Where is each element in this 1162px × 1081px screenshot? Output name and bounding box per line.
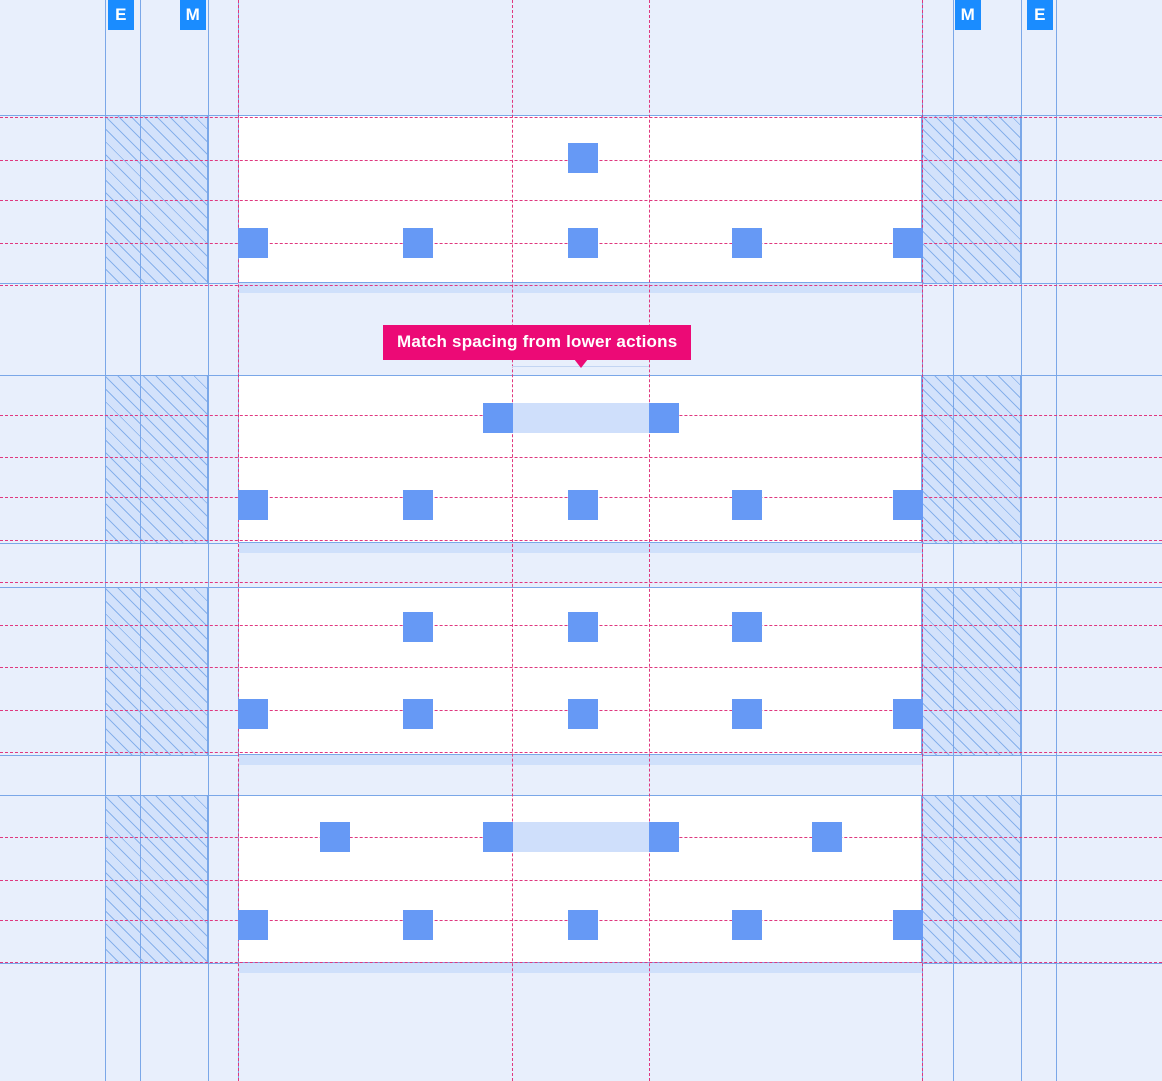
horizontal-dash-guide [0, 285, 1162, 286]
margin-hatch-left [105, 115, 208, 283]
element-box[interactable] [320, 822, 350, 852]
horizontal-dash-guide [0, 457, 1162, 458]
highlight-bar[interactable] [513, 822, 649, 852]
element-box[interactable] [732, 612, 762, 642]
element-box[interactable] [568, 490, 598, 520]
element-box[interactable] [893, 490, 923, 520]
element-box[interactable] [403, 490, 433, 520]
margin-hatch-right [922, 115, 1021, 283]
element-box[interactable] [568, 228, 598, 258]
panel-shadow [238, 543, 922, 553]
horizontal-dash-guide [0, 752, 1162, 753]
margin-hatch-left [105, 795, 208, 963]
horizontal-dash-guide [0, 880, 1162, 881]
element-box[interactable] [568, 910, 598, 940]
badge-edge-left: E [108, 0, 134, 30]
element-box[interactable] [238, 490, 268, 520]
element-box[interactable] [403, 228, 433, 258]
element-box[interactable] [893, 699, 923, 729]
margin-hatch-left [105, 587, 208, 755]
element-box[interactable] [732, 490, 762, 520]
horizontal-dash-guide [0, 200, 1162, 201]
badge-margin-right: M [955, 0, 981, 30]
badge-margin-left: M [180, 0, 206, 30]
element-box[interactable] [238, 910, 268, 940]
margin-hatch-left [105, 375, 208, 543]
element-box[interactable] [483, 403, 513, 433]
element-box[interactable] [238, 228, 268, 258]
annotation-pointer-icon [574, 359, 588, 368]
margin-hatch-right [922, 587, 1021, 755]
element-box[interactable] [893, 228, 923, 258]
horizontal-dash-guide [0, 540, 1162, 541]
element-box[interactable] [403, 699, 433, 729]
highlight-bar[interactable] [513, 403, 649, 433]
panel-shadow [238, 963, 922, 973]
badge-edge-right: E [1027, 0, 1053, 30]
horizontal-dash-guide [0, 117, 1162, 118]
horizontal-dash-guide [0, 667, 1162, 668]
element-box[interactable] [649, 403, 679, 433]
element-box[interactable] [483, 822, 513, 852]
element-box[interactable] [238, 699, 268, 729]
margin-hatch-right [922, 375, 1021, 543]
element-box[interactable] [403, 612, 433, 642]
annotation-label: Match spacing from lower actions [383, 325, 691, 360]
panel-shadow [238, 755, 922, 765]
element-box[interactable] [732, 228, 762, 258]
margin-hatch-right [922, 795, 1021, 963]
element-box[interactable] [568, 699, 598, 729]
element-box[interactable] [403, 910, 433, 940]
element-box[interactable] [893, 910, 923, 940]
element-box[interactable] [568, 612, 598, 642]
horizontal-dash-guide [0, 582, 1162, 583]
element-box[interactable] [812, 822, 842, 852]
element-box[interactable] [732, 910, 762, 940]
element-box[interactable] [732, 699, 762, 729]
horizontal-dash-guide [0, 962, 1162, 963]
element-box[interactable] [568, 143, 598, 173]
element-box[interactable] [649, 822, 679, 852]
